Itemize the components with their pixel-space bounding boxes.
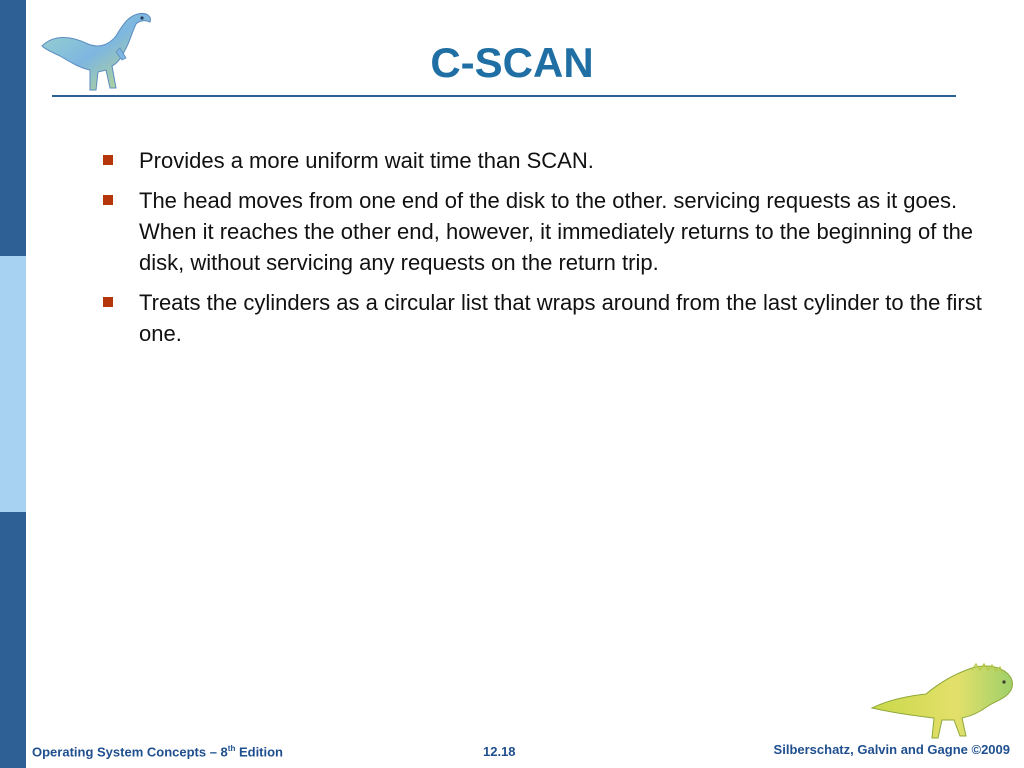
list-item xyxy=(100,145,1010,176)
square-bullet-icon xyxy=(103,155,113,165)
slide-title: C-SCAN xyxy=(430,39,594,86)
bullet-list xyxy=(100,145,1010,358)
list-item xyxy=(100,287,1010,349)
footer-superscript: th xyxy=(227,744,236,753)
bullet-text: Treats the cylinders as a circular list that wraps around from the last cylinder to the first one. xyxy=(139,290,982,346)
footer-book-title xyxy=(32,744,283,759)
footer-book-title-text: Operating System Concepts – 8 xyxy=(32,744,228,760)
square-bullet-icon xyxy=(103,297,113,307)
list-item xyxy=(100,185,1010,278)
sidebar-bottom-block xyxy=(0,512,26,768)
footer-page-number: 12.18 xyxy=(483,744,516,759)
footer-edition-text: Edition xyxy=(235,744,284,760)
title-divider xyxy=(52,95,956,97)
bullet-text: The head moves from one end of the disk to the other. servicing requests as it goes. When it reaches the other end, however, it immediately returns to the beginning of the disk, without servicing any requests on the return trip. xyxy=(139,188,974,275)
footer-authors: Silberschatz, Galvin and Gagne ©2009 xyxy=(773,742,1010,757)
dinosaur-logo-icon xyxy=(868,660,1018,742)
sidebar-middle-block xyxy=(0,256,26,512)
bullet-text: Provides a more uniform wait time than SCAN. xyxy=(139,148,594,173)
square-bullet-icon xyxy=(103,195,113,205)
